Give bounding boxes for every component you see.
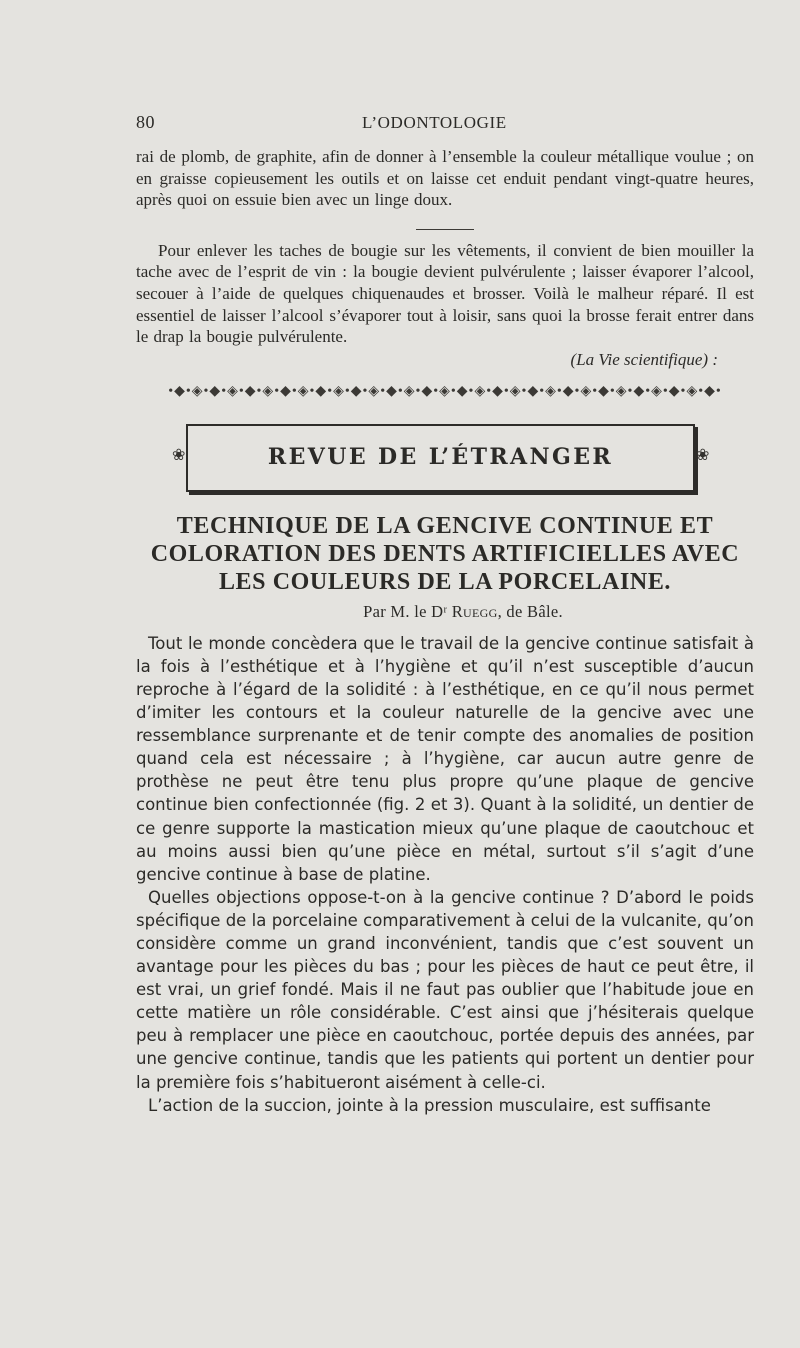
byline-prefix: Par M. le Dʳ: [363, 601, 452, 621]
banner-frame: [186, 424, 695, 492]
byline-author: Ruegg: [451, 601, 498, 621]
left-fleuron-icon: ❀: [172, 446, 186, 464]
running-head: [136, 112, 754, 146]
printed-page: [136, 112, 754, 1117]
article-paragraph-3: L’action de la succion, jointe à la pression musculaire, est suffisante: [148, 1095, 711, 1115]
ornamental-border: •◆•◈•◆•◈•◆•◈•◆•◈•◆•◈•◆•◈•◆•◈•◆•◈•◆•◈•◆•◈•◆•◈•◆•◈•◆•◈•◆•◈•◆•◈•◆•: [168, 383, 722, 399]
candle-stain-paragraph: Pour enlever les taches de bougie sur les vêtements, il convient de bien mouiller la tache avec de l’esprit de vin : la bougie devient pulvérulente ; laisser évaporer l’alcool, secouer à l’aide de quelques chiquenaudes et brosser. Voilà le malheur réparé. Il est essentiel de laisser l’alcool s’évaporer tout à loisir, sans quoi la brosse ferait entrer dans le drap la bougie pulvérulente.: [136, 240, 754, 347]
right-fleuron-icon: ❀: [696, 446, 710, 464]
journal-title: L’ODONTOLOGIE: [362, 113, 507, 132]
article-paragraph-2: Quelles objections oppose-t-on à la gencive continue ? D’abord le poids spécifique de la porcelaine comparativement à celui de la vulcanite, qu’on considère comme un grand inconvénient, tandis que c’est souvent un avantage pour les pièces du bas ; pour les pièces de haut ce peut être, il est vrai, un grief fondé. Mais il ne faut pas oublier que l’habitude joue en cette matière un rôle considérable. C’est ainsi que j’hésiterais quelque peu à remplacer une pièce en caoutchouc, portée depuis des années, par une gencive continue, tandis que les patients qui portent un dentier pour la première fois s’habitueront aisément à celle-ci.: [136, 887, 754, 1092]
article-title: TECHNIQUE DE LA GENCIVE CONTINUE ET COLORATION DES DENTS ARTIFICIELLES AVEC LES COULEURS DE LA PORCELAINE.: [150, 512, 740, 595]
section-divider-rule: [416, 229, 474, 230]
source-citation: (La Vie scientifique) :: [570, 349, 718, 369]
continuation-paragraph: rai de plomb, de graphite, afin de donner à l’ensemble la couleur métallique voulue ; on en graisse copieusement les outils et on laisse cet enduit pendant vingt-quatre heures, après quoi on essuie bien avec un linge doux.: [136, 147, 754, 210]
page-number: 80: [136, 112, 155, 132]
byline-suffix: , de Bâle.: [497, 601, 563, 621]
article-paragraph-1: Tout le monde concèdera que le travail de la gencive continue satisfait à la fois à l’esthétique et à l’hygiène et qu’il n’est susceptible d’aucun reproche à l’égard de la solidité : à l’esthétique, en ce qu’il nous permet d’imiter les contours et la couleur naturelle de la gencive avec une ressemblance surprenante et de tenir compte des anomalies de position quand cela est nécessaire ; à l’hygiène, car aucun autre genre de prothèse ne peut être tenu plus propre qu’une plaque de gencive continue bien confectionnée (fig. 2 et 3). Quant à la solidité, un dentier de ce genre supporte la mastication mieux qu’une plaque de caoutchouc et au moins aussi bien qu’une pièce en métal, surtout s’il s’agit d’une gencive continue à base de platine.: [136, 633, 754, 884]
byline: [172, 602, 754, 622]
banner-title: REVUE DE L’ÉTRANGER: [267, 443, 614, 470]
section-banner: [136, 424, 754, 504]
